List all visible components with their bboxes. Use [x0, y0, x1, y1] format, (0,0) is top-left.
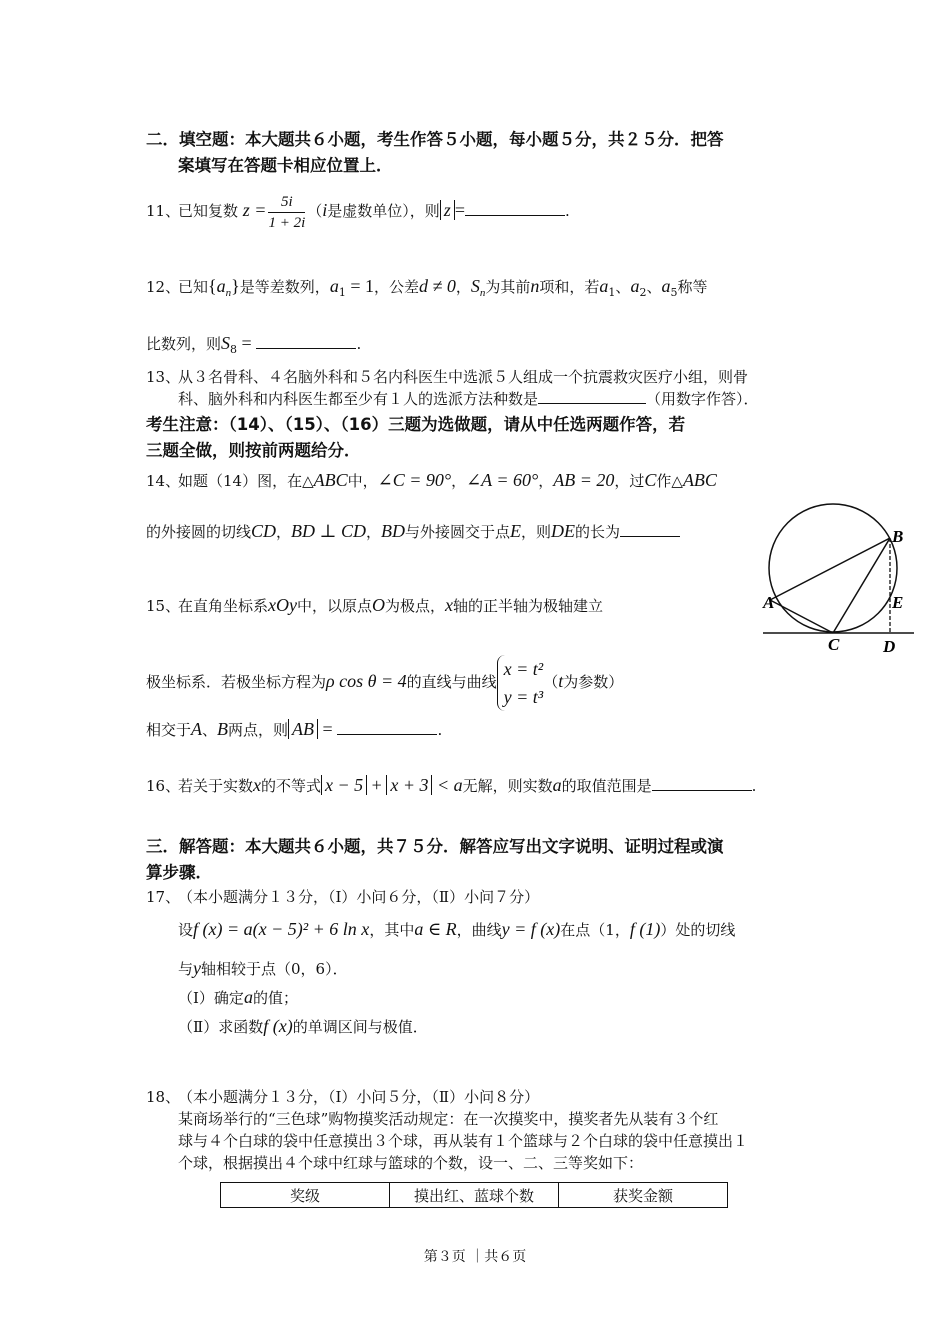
- page-footer: 第３页 ｜共６页: [423, 1249, 527, 1265]
- section2-heading-line2: 案填写在答题卡相应位置上．: [178, 156, 393, 175]
- answer-blank: [652, 776, 752, 791]
- question-12: 12、已知$\{a_n\}$是等差数列，$a_1 = 1$，公差d ≠ 0，$S_n$为其前n项和，若$a_1$、$a_2$、$a_5$称等 比数列，则$S_8$ = .: [146, 268, 811, 368]
- question-number: 18、: [146, 1088, 181, 1106]
- label-e: E: [892, 593, 904, 612]
- elective-notice: 考生注意：（14）、（15）、（16）三题为选做题，请从中任选两题作答，若 三题全做，则按前两题给分．: [146, 415, 686, 460]
- answer-blank: [465, 201, 565, 216]
- segment-ac: [770, 600, 833, 633]
- figure-14-diagram: [758, 500, 918, 660]
- question-number: 11、: [146, 202, 181, 220]
- q11-z: z =: [242, 200, 267, 220]
- table-header-row: [221, 1183, 728, 1208]
- question-number: 16、: [146, 777, 181, 795]
- parametric-system: x = t² y = t³: [497, 655, 544, 711]
- q11-fraction: $\frac{5i}{1 + 2i}$: [268, 193, 306, 231]
- table-header-cell: 获奖金额: [559, 1183, 728, 1208]
- question-17: 17、（本小题满分１３分，（Ⅰ）小问６分，（Ⅱ）小问７分） 设f (x) = a(x − 5)² + 6 ln x，其中a ∈ R，曲线y = f (x)在点（1，f (1)）处的切线 与y轴相较于点（0，6）． （Ⅰ）确定a的值； （Ⅱ）求函数f (x)的单调区间与极值．: [146, 888, 736, 1036]
- section3-heading: 三．解答题：本大题共６小题，共７５分．解答应写出文字说明、证明过程或演 算步骤．: [146, 837, 724, 882]
- question-14: 14、如题（14）图，在△ABC中，∠C = 90°，∠A = 60°，AB = 20，过C作△ABC 的外接圆的切线CD，BD ⊥ CD，BD与外接圆交于点E，则DE的长为: [146, 462, 766, 550]
- section2-heading-line1: 二．填空题：本大题共６小题，考生作答５小题，每小题５分，共２５分．把答: [146, 130, 724, 149]
- question-15: 15、在直角坐标系xOy中，以原点O为极点，x轴的正半轴为极轴建立 极坐标系．若极坐标方程为ρ cos θ = 4的直线与曲线 x = t² y = t³ （t为参数） 相交于A、B两点，则 AB = .: [146, 590, 766, 745]
- question-18: 18、（本小题满分１３分，（Ⅰ）小问５分，（Ⅱ）小问８分） 某商场举行的“三色球”购物摸奖活动规定：在一次摸奖中，摸奖者先从装有３个红 球与４个白球的袋中任意摸出３个球，再从装有１个篮球与２个白球的袋中任意摸出１ 个球，根据摸出４个球中红球与篮球的个数，设一、二、三等奖如下：: [146, 1088, 749, 1172]
- question-number: 15、: [146, 597, 181, 615]
- answer-blank: [538, 389, 646, 404]
- answer-blank: [337, 720, 437, 735]
- label-c: C: [828, 635, 840, 654]
- question-number: 13、: [146, 368, 181, 386]
- prize-table: [220, 1182, 728, 1208]
- question-16: 16、若关于实数x的不等式 x − 5 + x + 3 < a无解，则实数a的取值范围是 .: [146, 770, 811, 801]
- question-number: 14、: [146, 472, 181, 490]
- question-11: 11、已知复数 z = $\frac{5i}{1 + 2i}$ （i是虚数单位），则 z = .: [146, 190, 811, 233]
- table-header-cell: 奖级: [221, 1183, 390, 1208]
- q11-abs-z: z: [440, 200, 455, 220]
- table-header-cell: 摸出红、蓝球个数: [390, 1183, 559, 1208]
- section2-heading: [146, 127, 811, 179]
- answer-blank: [256, 334, 356, 349]
- question-number: 12、: [146, 278, 181, 296]
- answer-blank: [620, 522, 680, 537]
- label-a: A: [763, 593, 775, 612]
- q11-text: 已知复数: [178, 202, 239, 220]
- question-13: 13、从３名骨科、４名脑外科和５名内科医生中选派５人组成一个抗震救灾医疗小组，则骨 科、脑外科和内科医生都至少有１人的选派方法种数是 （用数字作答）．: [146, 368, 759, 408]
- question-number: 17、: [146, 888, 181, 906]
- label-d: D: [883, 637, 896, 656]
- label-b: B: [892, 527, 904, 546]
